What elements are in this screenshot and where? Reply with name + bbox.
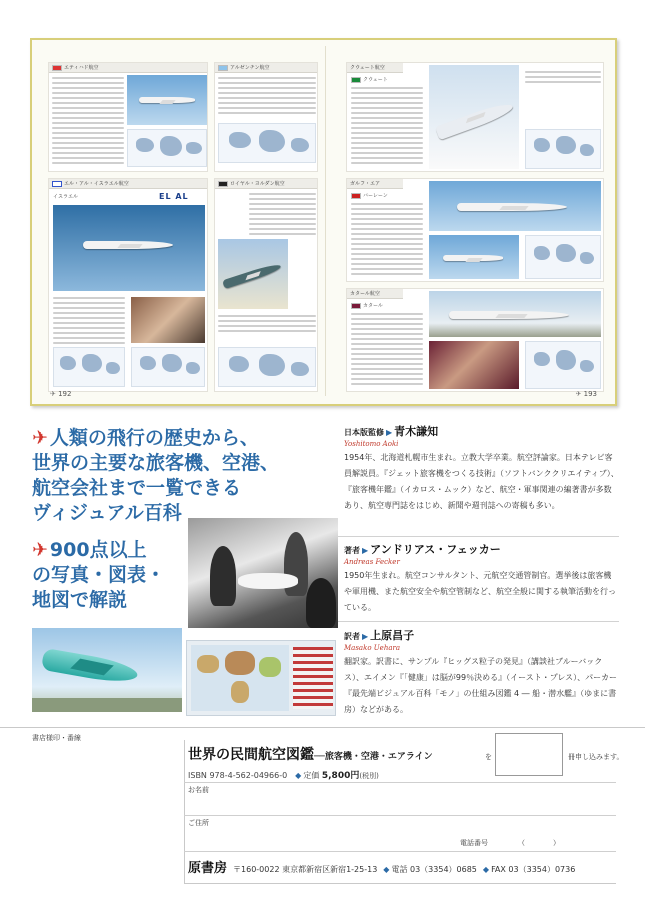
airline-card — [346, 62, 604, 172]
price: 5,800円 — [321, 771, 360, 781]
order-form-top-border — [0, 727, 645, 728]
diamond-icon: ◆ — [383, 865, 390, 874]
page-number: ✈ 192 — [50, 390, 71, 398]
isbn: ISBN 978-4-562-04966-0 — [188, 771, 288, 780]
airplane-icon: ✈ — [32, 539, 48, 561]
route-map — [127, 129, 207, 167]
airline-card-title: エティハド航空 — [49, 63, 207, 73]
card-text — [249, 193, 316, 238]
form-rule — [184, 782, 616, 783]
author-romanized: Andreas Fecker — [344, 558, 400, 566]
price-label: 定価 — [303, 771, 320, 780]
airline-card — [346, 288, 604, 392]
card-text — [52, 77, 124, 167]
airline-card — [48, 62, 208, 172]
tax-note: (税別) — [359, 772, 379, 780]
author-role: 著者 — [344, 546, 360, 555]
quantity-field[interactable] — [495, 733, 563, 776]
book-title: 世界の民間航空図鑑 — [188, 747, 314, 763]
book-spread-preview — [30, 38, 617, 406]
airline-card — [214, 178, 318, 392]
cabin-photo — [131, 297, 205, 343]
diamond-icon: ◆ — [482, 865, 490, 874]
name-field[interactable] — [230, 784, 610, 814]
author-name: アンドリアス・フェッカー — [370, 543, 501, 556]
order-particle: を — [485, 753, 492, 761]
author-role: 日本版監修 — [344, 428, 384, 437]
airline-card-title: ロイヤル・ヨルダン航空 — [215, 179, 317, 189]
divider — [338, 621, 619, 622]
author-name: 青木謙知 — [394, 425, 439, 438]
author-translator — [344, 624, 619, 718]
publisher-fax: FAX 03（3354）0736 — [491, 865, 576, 874]
publisher-tel: 電話 03（3354）0685 — [391, 865, 477, 874]
author-romanized: Yoshitomo Aoki — [344, 440, 399, 448]
promo-headline: ✈ 人類の飛行の歴史から、 世界の主要な旅客機、空港、 航空会社まで一覧できる ヴィジュアル百科 — [32, 427, 280, 524]
airline-card-title: カタール航空 — [347, 289, 403, 299]
arrow-icon: ▶ — [362, 546, 369, 555]
phone-label: 電話番号 — [460, 839, 488, 847]
route-map — [525, 235, 601, 279]
address-field[interactable] — [230, 817, 450, 849]
author-name: 上原昌子 — [370, 629, 415, 642]
aircraft-photo — [429, 65, 519, 169]
arrow-icon: ▶ — [386, 428, 393, 437]
route-map — [218, 123, 316, 163]
right-page — [346, 54, 604, 394]
airline-card — [346, 178, 604, 282]
card-text — [351, 203, 423, 278]
airline-card-title: エル・アル・イスラエル航空 — [49, 179, 207, 189]
route-map — [525, 129, 601, 169]
airline-country: クウェート — [351, 76, 388, 83]
airline-country: バーレーン — [351, 192, 388, 199]
form-rule — [184, 815, 616, 816]
card-text — [525, 71, 601, 86]
aircraft-photo — [127, 75, 207, 125]
card-text — [218, 315, 316, 335]
airline-card-title: アルゼンチン航空 — [215, 63, 317, 73]
airline-country: イスラエル — [53, 194, 78, 200]
author-bio: 1950年生まれ。航空コンサルタント、元航空交通管制官。選挙後は旅客機や軍用機、また航空安全や航空管制など、航空全般に関する執筆活動を行っている。 — [344, 571, 616, 612]
publisher-info — [188, 857, 575, 876]
phone-field[interactable] — [460, 838, 588, 848]
aircraft-photo — [429, 181, 601, 231]
form-rule — [184, 851, 616, 852]
arrow-icon: ▶ — [362, 632, 369, 641]
crew-photo — [429, 341, 519, 389]
bookstore-stamp-label: 書店様印・番線 — [32, 734, 81, 742]
aircraft-photo — [429, 291, 601, 337]
divider — [338, 536, 619, 537]
author-supervisor — [344, 420, 619, 514]
airline-card — [48, 178, 208, 392]
aircraft-photo — [218, 239, 288, 309]
route-map — [525, 341, 601, 389]
route-map — [218, 347, 316, 387]
isbn-price-row — [188, 768, 379, 781]
author-writer — [344, 538, 619, 616]
airline-card-title: ガルフ・エア — [347, 179, 403, 189]
page-number: ✈ 193 — [576, 390, 597, 398]
book-subtitle: ──旅客機・空港・エアライン — [314, 752, 433, 762]
world-map-figure — [186, 640, 336, 716]
phone-parens: （） — [518, 839, 588, 847]
publisher-name: 原書房 — [188, 861, 228, 876]
route-map — [131, 347, 205, 387]
airplane-icon: ✈ — [32, 427, 48, 449]
address-field-label: ご住所 — [188, 819, 209, 827]
aircraft-photo — [53, 205, 205, 291]
airline-card-title: クウェート航空 — [347, 63, 403, 73]
airline-country: カタール — [351, 302, 383, 309]
author-romanized: Masako Uehara — [344, 644, 401, 652]
card-text — [218, 77, 316, 117]
name-field-label: お名前 — [188, 786, 209, 794]
order-form-divider — [184, 740, 185, 883]
card-text — [351, 87, 423, 167]
card-text — [351, 313, 423, 388]
author-bio: 1954年、北海道札幌市生まれ。立教大学卒業。航空評論家。日本テレビ客員解説員。『ジェット旅客機をつくる技術』（ソフトバンククリエイティブ）、『旅客機年鑑』（イカロス・ムック）など、航空・軍事関連の編著書が多数あり、航空専門誌をはじめ、新聞や週刊誌への寄稿も多い。 — [344, 453, 619, 510]
cabin-service-photo — [188, 518, 338, 628]
left-page — [48, 54, 318, 394]
author-bio: 翻訳家。訳書に、サンプル『ヒッグス粒子の発見』（講談社ブルーバックス）、エイメン『「健康」は脳が99％決める』（イースト・プレス）、パーカー『最先端ビジュアル百科「モノ」の仕組み図鑑 4 ― 船・潜水艦』（ゆまに書房）などがある。 — [344, 657, 617, 714]
airline-logo: EL AL — [159, 192, 189, 201]
order-form-bottom-border — [184, 883, 616, 884]
spread-gutter — [325, 46, 326, 396]
author-role: 訳者 — [344, 632, 360, 641]
airliner-photo — [32, 628, 182, 712]
diamond-icon: ◆ — [295, 771, 302, 780]
publisher-address: 〒160-0022 東京都新宿区新宿1-25-13 — [233, 865, 378, 874]
route-map — [53, 347, 125, 387]
airline-card — [214, 62, 318, 172]
order-quantity-suffix: 冊申し込みます。 — [568, 753, 624, 761]
aircraft-photo — [429, 235, 519, 279]
promo-subheadline: ✈ 900点以上 の写真・図表・ 地図で解説 — [32, 539, 166, 611]
